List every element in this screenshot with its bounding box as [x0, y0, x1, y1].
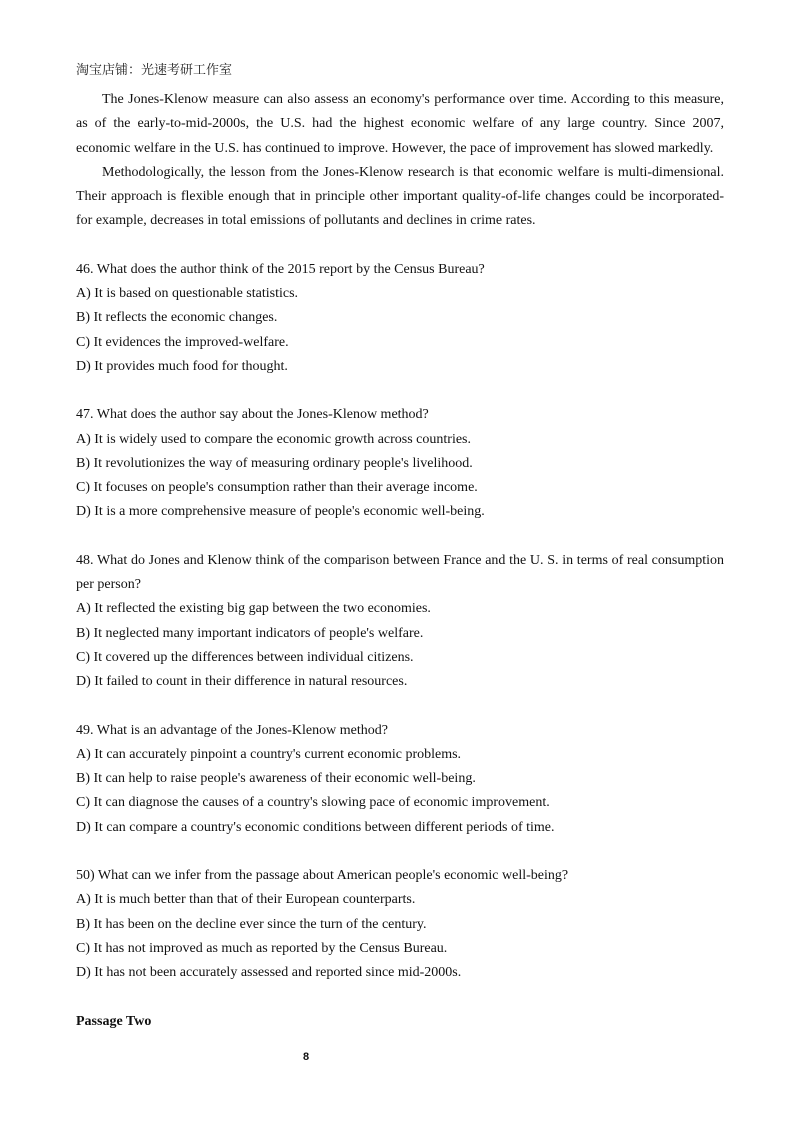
answer-option: A) It is much better than that of their European counterparts.: [76, 892, 416, 908]
answer-option: C) It evidences the improved-welfare.: [76, 334, 289, 350]
answer-option: A) It can accurately pinpoint a country's current economic problems.: [76, 746, 462, 762]
question-stem: 49. What is an advantage of the Jones-Klenow method?: [76, 722, 388, 738]
question-47: [76, 403, 724, 524]
question-stem: 48. What do Jones and Klenow think of the comparison between France and the U. S. in terms of real consumption per person?: [76, 552, 724, 593]
answer-option: C) It covered up the differences between individual citizens.: [76, 649, 414, 665]
answer-option: D) It failed to count in their difference in natural resources.: [76, 674, 408, 690]
answer-option: C) It has not improved as much as reported by the Census Bureau.: [76, 940, 448, 956]
answer-option: B) It reflects the economic changes.: [76, 310, 278, 326]
question-50: [76, 864, 724, 985]
question-48: [76, 549, 724, 695]
question-46: [76, 258, 724, 379]
page-header: 淘宝店铺：光速考研工作室: [76, 63, 233, 78]
question-stem: 50) What can we infer from the passage about American people's economic well-being?: [76, 868, 569, 884]
paragraph: Methodologically, the lesson from the Jones-Klenow research is that economic welfare is multi-dimensional. Their approach is flexible enough that in principle other important quality-of-life changes could be incorporated-for example, decreases in total emissions of pollutants and declines in crime rates.: [76, 164, 724, 229]
page-content: [76, 88, 724, 1034]
answer-option: A) It is based on questionable statistics.: [76, 286, 299, 302]
answer-option: B) It has been on the decline ever since the turn of the century.: [76, 916, 427, 932]
answer-option: B) It revolutionizes the way of measuring ordinary people's livelihood.: [76, 455, 473, 471]
answer-option: D) It has not been accurately assessed and reported since mid-2000s.: [76, 965, 462, 981]
answer-option: B) It neglected many important indicators of people's welfare.: [76, 625, 424, 641]
answer-option: B) It can help to raise people's awareness of their economic well-being.: [76, 771, 476, 787]
question-49: [76, 719, 724, 840]
answer-option: A) It reflected the existing big gap between the two economies.: [76, 601, 431, 617]
page-number: 8: [302, 1051, 310, 1063]
paragraph: The Jones-Klenow measure can also assess an economy's performance over time. According to this measure, as of the early-to-mid-2000s, the U.S. had the highest economic welfare of any large country. Since 2007, economic welfare in the U.S. has continued to improve. However, the pace of improvement has slowed markedly.: [76, 92, 724, 156]
passage-heading: Passage Two: [76, 1013, 152, 1029]
answer-option: C) It can diagnose the causes of a country's slowing pace of economic improvement.: [76, 795, 550, 811]
answer-option: D) It provides much food for thought.: [76, 358, 288, 374]
question-stem: 47. What does the author say about the Jones-Klenow method?: [76, 407, 429, 423]
answer-option: D) It is a more comprehensive measure of people's economic well-being.: [76, 504, 485, 520]
question-stem: 46. What does the author think of the 2015 report by the Census Bureau?: [76, 261, 485, 277]
answer-option: C) It focuses on people's consumption rather than their average income.: [76, 480, 478, 496]
answer-option: A) It is widely used to compare the economic growth across countries.: [76, 431, 472, 447]
answer-option: D) It can compare a country's economic conditions between different periods of time.: [76, 819, 555, 835]
